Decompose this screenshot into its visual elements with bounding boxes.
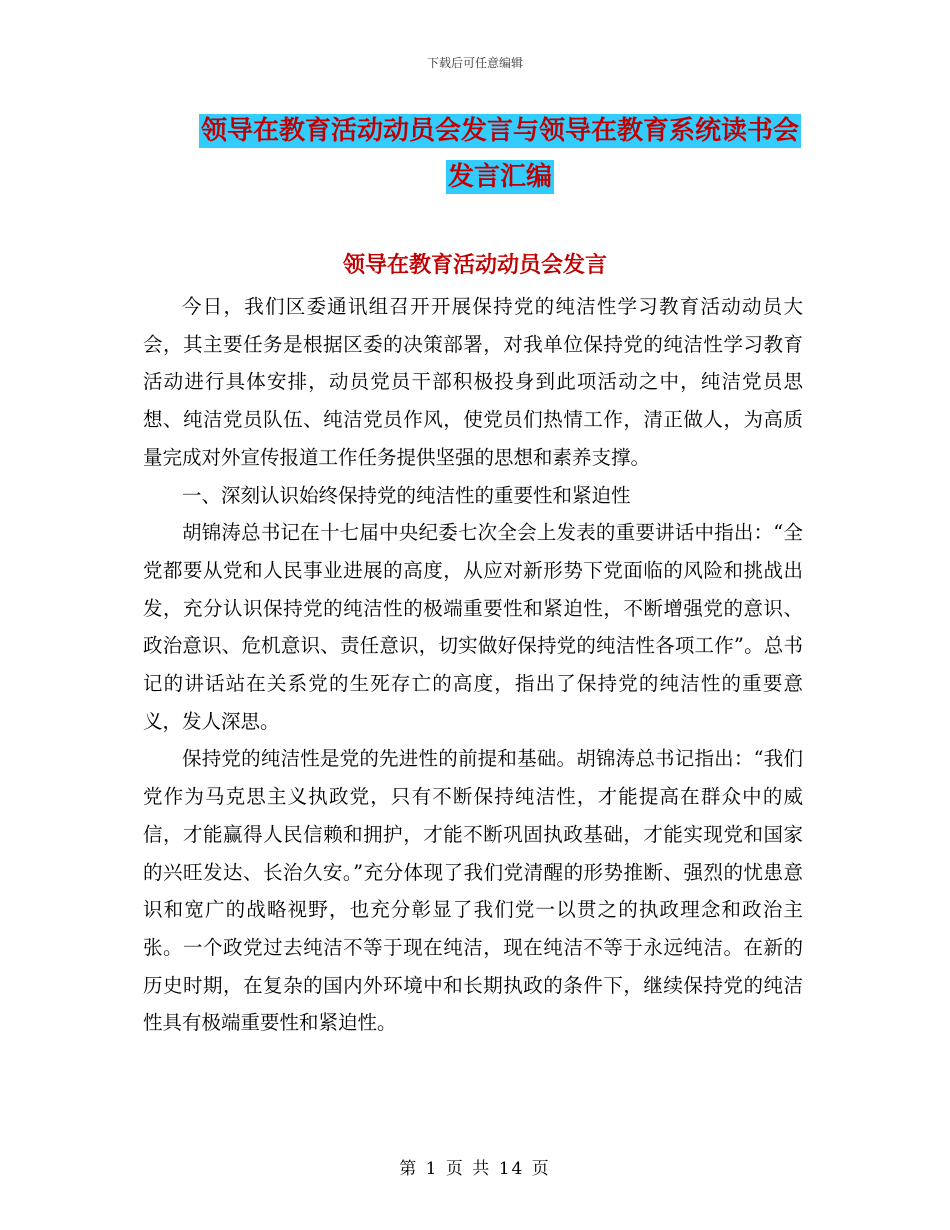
- paragraph-2: 胡锦涛总书记在十七届中央纪委七次全会上发表的重要讲话中指出：“全党都要从党和人民事业进展的高度，从应对新形势下党面临的风险和挑战出发，充分认识保持党的纯洁性的极端重要性和紧迫性，不断增强党的意识、政治意识、危机意识、责任意识，切实做好保持党的纯洁性各项工作”。总书记的讲话站在关系党的生死存亡的高度，指出了保持党的纯洁性的重要意义，发人深思。: [143, 521, 803, 733]
- title-line-2: 发言汇编: [447, 162, 552, 192]
- document-title: [195, 108, 805, 200]
- title-line-1: 领导在教育活动动员会发言与领导在教育系统读书会: [200, 116, 799, 146]
- paragraph-1: 今日，我们区委通讯组召开开展保持党的纯洁性学习教育活动动员大会，其主要任务是根据区委的决策部署，对我单位保持党的纯洁性学习教育活动进行具体安排，动员党员干部积极投身到此项活动之中，纯洁党员思想、纯洁党员队伍、纯洁党员作风，使党员们热情工作，清正做人，为高质量完成对外宣传报道工作任务提供坚强的思想和素养支撑。: [143, 295, 803, 469]
- document-body: [143, 288, 803, 1042]
- header-note: 下载后可任意编辑: [426, 56, 523, 70]
- paragraph-heading: 一、深刻认识始终保持党的纯洁性的重要性和紧迫性: [182, 483, 631, 507]
- page-footer: 第 1 页 共 14 页: [399, 1159, 551, 1179]
- paragraph-3: 保持党的纯洁性是党的先进性的前提和基础。胡锦涛总书记指出：“我们党作为马克思主义执政党，只有不断保持纯洁性，才能提高在群众中的威信，才能赢得人民信赖和拥护，才能不断巩固执政基础，才能实现党和国家的兴旺发达、长治久安。”充分体现了我们党清醒的形势推断、强烈的忧患意识和宽广的战略视野，也充分彰显了我们党一以贯之的执政理念和政治主张。一个政党过去纯洁不等于现在纯洁，现在纯洁不等于永远纯洁。在新的历史时期，在复杂的国内外环境中和长期执政的条件下，继续保持党的纯洁性具有极端重要性和紧迫性。: [143, 747, 803, 1035]
- section-title: 领导在教育活动动员会发言: [342, 252, 607, 278]
